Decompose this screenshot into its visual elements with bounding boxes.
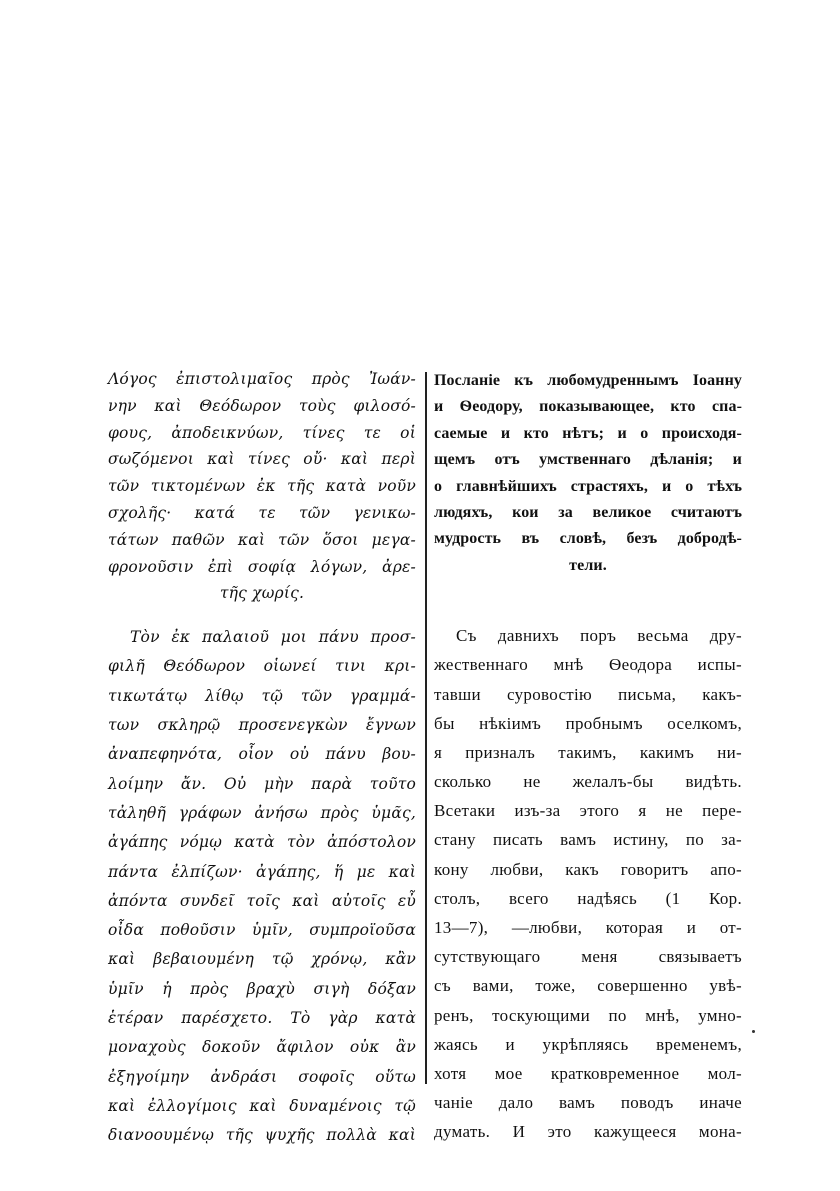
russian-title-line: саемые и кто нѣтъ; и о происходя- xyxy=(434,424,742,442)
column-divider xyxy=(425,372,427,1084)
greek-body-line: ἐξηγοίμην ἀνδράσι σοφοῖς οὕτω xyxy=(108,1067,416,1086)
print-speck xyxy=(752,1030,755,1033)
greek-body-line: πάντα ἐλπίζων· ἀγάπης, ἥ με καὶ xyxy=(108,862,416,881)
greek-body-line: ἀγάπης νόμῳ κατὰ τὸν ἀπόστολον xyxy=(108,833,416,852)
greek-title-line: τάτων παθῶν καὶ τῶν ὅσοι μεγα- xyxy=(108,530,416,549)
russian-body-line: ренъ, тоскующими по мнѣ, умно- xyxy=(434,1005,742,1025)
greek-body-line: φιλῆ Θεόδωρον οἱωνεί τινι κρι- xyxy=(108,657,416,676)
russian-title-line: и Ѳеодору, показывающее, кто спа- xyxy=(434,398,742,416)
russian-title-line: щемъ отъ умственнаго дѣланія; и xyxy=(434,451,742,469)
russian-body-line: жаясь и укрѣпляясь временемъ, xyxy=(434,1034,742,1054)
russian-body-line: сутствующаго меня связываетъ xyxy=(434,947,742,967)
greek-body-line: ἀναπεφηνότα, οἷον οὐ πάνυ βου- xyxy=(108,745,416,764)
russian-column xyxy=(434,368,742,1147)
greek-body-line: ὑμῖν ἡ πρὸς βραχὺ σιγὴ δόξαν xyxy=(108,979,416,998)
russian-body-line: жественнаго мнѣ Ѳеодора испы- xyxy=(434,655,742,675)
greek-title-line: σωζόμενοι καὶ τίνες οὔ· καὶ περὶ xyxy=(108,450,416,469)
russian-body-line: чаніе дало вамъ поводъ иначе xyxy=(434,1093,742,1113)
russian-body-line: сколько не желалъ-бы видѣть. xyxy=(434,772,742,792)
greek-title-line: Λόγος ἐπιστολιμαῖος πρὸς Ἰωάν- xyxy=(108,370,416,388)
greek-body-line: καὶ ἐλλογίμοις καὶ δυναμένοις τῷ xyxy=(108,1096,416,1115)
russian-body-line: хотя мое кратковременное мол- xyxy=(434,1063,742,1083)
greek-body-line: ἀπόντα συνδεῖ τοῖς καὶ αὐτοῖς εὖ xyxy=(108,891,416,910)
greek-body-line: οἶδα ποθοῦσιν ὑμῖν, συμπροϊοῦσα xyxy=(108,921,416,940)
russian-body-line: кону любви, какъ говоритъ апо- xyxy=(434,859,742,879)
russian-body-line: съ вами, тоже, совершенно увѣ- xyxy=(434,976,742,996)
greek-body-line: λοίμην ἄν. Οὐ μὴν παρὰ τοῦτο xyxy=(108,774,416,793)
greek-column xyxy=(108,366,416,1151)
greek-title-line: σχολῆς· κατά τε τῶν γενικω- xyxy=(108,503,416,522)
greek-body-line: μοναχοὺς δοκοῦν ἄφιλον οὐκ ἂν xyxy=(108,1038,416,1057)
greek-body-line: των σκληρῷ προσενεγκὼν ἔγνων xyxy=(108,716,416,735)
greek-title-line: φρονοῦσιν ἐπὶ σοφίᾳ λόγων, ἀρε- xyxy=(108,557,416,576)
greek-body xyxy=(108,623,416,1150)
russian-body-line: я призналъ такимъ, какимъ ни- xyxy=(434,742,742,762)
greek-body-line: καὶ βεβαιουμένη τῷ χρόνῳ, κἂν xyxy=(108,950,416,969)
russian-body-line: думать. И это кажущееся мона- xyxy=(434,1122,742,1142)
russian-title-line: тели. xyxy=(569,556,607,574)
greek-title xyxy=(108,366,416,607)
greek-body-line: ἑτέραν παρέσχετο. Τὸ γὰρ κατὰ xyxy=(108,1009,416,1028)
greek-body-line: τἀληθῆ γράφων ἀνήσω πρὸς ὑμᾶς, xyxy=(108,803,416,822)
russian-body-line: Съ давнихъ поръ весьма дру- xyxy=(456,626,742,646)
russian-body-line: бы нѣкіимъ пробнымъ оселкомъ, xyxy=(434,713,742,733)
russian-title-line: мудрость въ словѣ, безъ добродѣ- xyxy=(434,530,742,548)
greek-title-line: τῆς χωρίς. xyxy=(219,584,305,603)
greek-title-line: φους, ἀποδεικνύων, τίνες τε οἱ xyxy=(108,423,416,442)
russian-body-line: тавши суровостію письма, какъ- xyxy=(434,684,742,704)
russian-title-line: о главнѣйшихъ страстяхъ, и о тѣхъ xyxy=(434,477,742,495)
russian-body-line: 13—7), —любви, которая и от- xyxy=(434,918,742,937)
greek-title-line: τῶν τικτομένων ἐκ τῆς κατὰ νοῦν xyxy=(108,477,416,496)
greek-title-line: νην καὶ Θεόδωρον τοὺς φιλοσό- xyxy=(108,396,416,415)
russian-title xyxy=(434,368,742,579)
greek-body-line: διανοουμένῳ τῆς ψυχῆς πολλὰ καὶ xyxy=(108,1126,416,1145)
greek-body-line: τικωτάτῳ λίθῳ τῷ τῶν γραμμά- xyxy=(108,686,416,705)
russian-title-line: людяхъ, кои за великое считаютъ xyxy=(434,503,742,521)
russian-body-line: стану писать вамъ истину, по за- xyxy=(434,830,742,850)
russian-body-line: столъ, всего надѣясь (1 Кор. xyxy=(434,888,742,908)
russian-body-line: Всетаки изъ-за этого я не пере- xyxy=(434,801,742,821)
russian-title-line: Посланіе къ любомудреннымъ Іоанну xyxy=(434,372,742,389)
greek-body-line: Τὸν ἐκ παλαιοῦ μοι πάνυ προσ- xyxy=(130,628,416,647)
russian-body xyxy=(434,621,742,1146)
